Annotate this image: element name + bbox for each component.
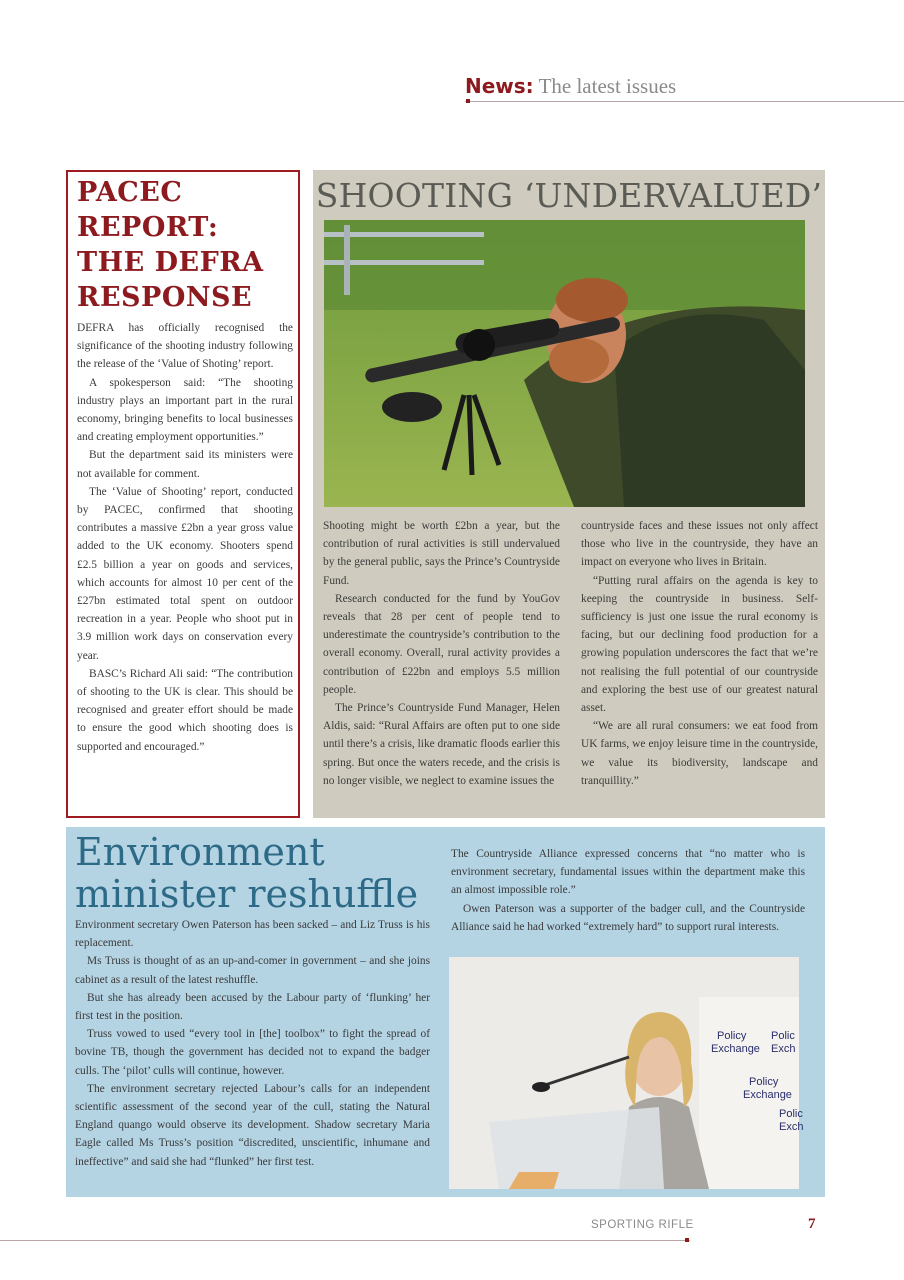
shooting-column-1 [323,517,560,790]
paragraph: A spokesperson said: “The shooting industry plays an important part in the rural economy, bringing benefits to local businesses and creating employment opportunities.” [77,376,293,444]
shooting-article [313,170,825,818]
footer-rule [0,1240,690,1241]
header-dot [466,99,470,103]
footer-dot [685,1238,689,1242]
page-number: 7 [808,1216,816,1232]
header-rule [465,101,904,102]
paragraph: The Prince’s Countryside Fund Manager, Helen Aldis, said: “Rural Affairs are often put to one side until there’s a crisis, like dramatic floods earlier this spring. But once the waters recede, and the crisis is no longer visible, we neglect to examine issues the [323,702,560,787]
pacec-body [77,319,293,756]
magazine-name: SPORTING RIFLE [591,1219,694,1231]
shooting-column-2 [581,517,818,790]
section-kicker: News: [465,74,534,98]
shooter-photo [324,220,805,507]
paragraph: Research conducted for the fund by YouGov reveals that 28 per cent of people tend to underestimate the countryside’s contribution to the overall economy. Overall, rural activity provides a contribution of £22bn and employs 5.5 million people. [323,592,560,696]
backdrop-text: Policy [749,1076,779,1088]
environment-article [66,827,825,1197]
paragraph: Truss vowed to used “every tool in [the] toolbox” to fight the spread of bovine TB, though the government has decided not to expand the badger culls. The ‘pilot’ culls will continue, however. [75,1028,430,1077]
backdrop-text: Polic [779,1108,803,1120]
environment-headline: Environment minister reshuffle [75,830,419,916]
backdrop-text: Exch [771,1043,796,1055]
backdrop-text: Exch [779,1121,804,1133]
paragraph: “Putting rural affairs on the agenda is key to keeping the countryside in business. Self-sufficiency is just one issue the rural economy is facing, but our declining food production for a growing population underscores the fact that we’re not realising the full potential of our countryside and exploring the best use of our greatest natural asset. [581,574,818,715]
paragraph: BASC’s Richard Ali said: “The contribution of shooting to the UK is clear. This should be recognised and greater effort should be made to ensure the good which shooting does is supported and encouraged.” [77,667,293,753]
paragraph: But she has already been accused by the Labour party of ‘flunking’ her first test in the position. [75,991,430,1023]
pacec-article [66,170,300,818]
section-header [465,74,676,99]
paragraph: The ‘Value of Shooting’ report, conducted by PACEC, confirmed that shooting contributes a massive £2bn a year gross value added to the UK economy. Shooters spend £2.5 billion a year on goods and services, which accounts for almost 10 per cent of the £27bn estimated total spent on outdoor recreation in a year. People who shoot put in 3.9 million work days on conservation every year. [77,485,293,662]
environment-column-right [451,845,805,936]
environment-column-left [75,916,430,1171]
paragraph: Environment secretary Owen Paterson has been sacked – and Liz Truss is his replacement. [75,919,430,950]
paragraph: But the department said its ministers were not available for comment. [77,449,293,480]
backdrop-text: Exchange [711,1043,760,1055]
paragraph: “We are all rural consumers: we eat food from UK farms, we enjoy leisure time in the countryside, we value its biodiversity, landscape and tranquillity.” [581,720,818,787]
paragraph: The environment secretary rejected Labour’s calls for an independent scientific assessment of the second year of the cull, stating the Natural England quango would observe its development. Shadow secretary Maria Eagle called Ms Truss’s position “discredited, unscientific, inhumane and ineffective” and said she had “flunked” her first test. [75,1082,430,1168]
shooting-headline: SHOOTING ‘UNDERVALUED’ [315,176,823,215]
paragraph: countryside faces and these issues not only affect those who live in the countryside, they have an impact on everyone who lives in Britain. [581,520,818,569]
paragraph: Shooting might be worth £2bn a year, but the contribution of rural activities is still undervalued by the general public, says the Prince’s Countryside Fund. [323,520,560,587]
paragraph: Ms Truss is thought of as an up-and-comer in government – and she joins cabinet as a result of the latest reshuffle. [75,955,430,986]
section-subtitle: The latest issues [538,74,677,98]
backdrop-text: Policy [717,1030,747,1042]
paragraph: DEFRA has officially recognised the significance of the shooting industry following the release of the ‘Value of Shoting’ report. [77,322,293,371]
paragraph: Owen Paterson was a supporter of the badger cull, and the Countryside Alliance said he had worked “extremely hard” to support rural interests. [451,902,805,933]
backdrop-text: Polic [771,1030,795,1042]
minister-photo [449,957,804,1189]
paragraph: The Countryside Alliance expressed concerns that “no matter who is environment secretary, fundamental issues within the department make this an almost impossible role.” [451,848,805,897]
pacec-headline: PACEC REPORT: THE DEFRA RESPONSE [77,177,264,313]
backdrop-text: Exchange [743,1089,792,1101]
